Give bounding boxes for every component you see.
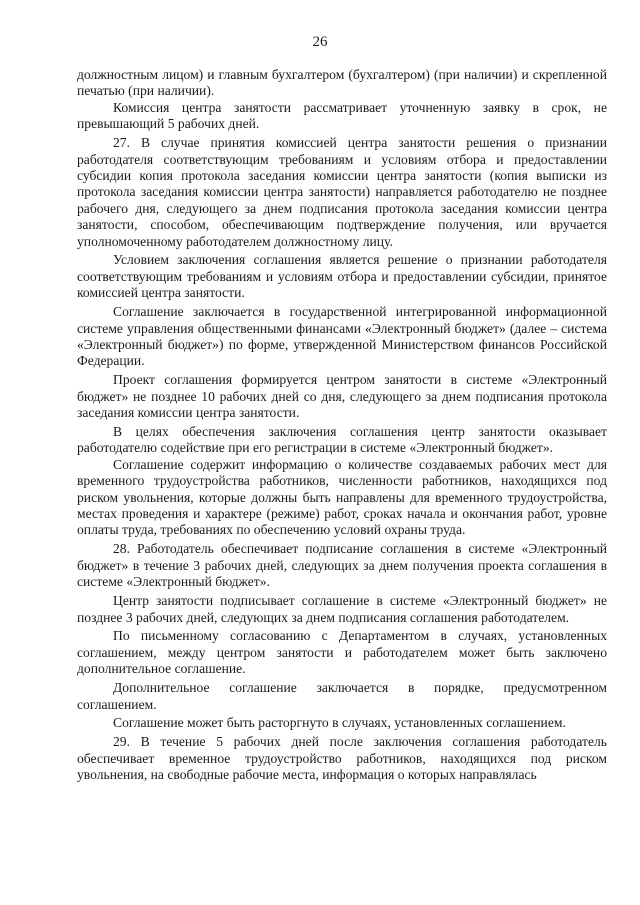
paragraph-registration-assistance: В целях обеспечения заключения соглашения центр занятости оказывает работодателю содействие при его регистрации в системе «Электронный бюджет». xyxy=(77,424,607,456)
paragraph-commission-review: Комиссия центра занятости рассматривает уточненную заявку в срок, не превышающий 5 рабочих дней. xyxy=(77,99,607,132)
paragraph-agreement-system: Соглашение заключается в государственной интегрированной информационной системе управления общественными финансами «Электронный бюджет» (далее – система «Электронный бюджет») по форме, утвержденной Министерством финансов Российской Федерации. xyxy=(77,304,607,369)
paragraph-item-29: 29. В течение 5 рабочих дней после заключения соглашения работодатель обеспечивает временное трудоустройство работников, находящихся под риском увольнения, на свободные рабочие места, информация о которых направлялась xyxy=(77,734,607,783)
paragraph-agreement-draft: Проект соглашения формируется центром занятости в системе «Электронный бюджет» не позднее 10 рабочих дней со дня, следующего за днем подписания протокола заседания комиссии центра занятости. xyxy=(77,372,607,421)
document-body xyxy=(77,67,607,784)
paragraph-additional-agreement: По письменному согласованию с Департаментом в случаях, установленных соглашением, между центром занятости и работодателем может быть заключено дополнительное соглашение. xyxy=(77,628,607,677)
paragraph-item-27: 27. В случае принятия комиссией центра занятости решения о признании работодателя соответствующим требованиям и условиям отбора и предоставлении субсидии копия протокола заседания комиссии центра занятости (копия выписки из протокола заседания комиссии центра занятости) направляется работодателю не позднее рабочего дня, следующего за днем подписания протокола заседания комиссии центра занятости, способом, обеспечивающим подтверждение получения, или вручается уполномоченному работодателем должностному лицу. xyxy=(77,135,607,249)
page-number: 26 xyxy=(312,34,328,50)
paragraph-center-signing: Центр занятости подписывает соглашение в системе «Электронный бюджет» не позднее 3 рабочих дней, следующих за днем подписания соглашения работодателем. xyxy=(77,593,607,625)
paragraph-agreement-condition: Условием заключения соглашения является решение о признании работодателя соответствующим требованиям и условиям отбора и предоставлении субсидии, принятое комиссией центра занятости. xyxy=(77,252,607,301)
paragraph-continuation: должностным лицом) и главным бухгалтером (бухгалтером) (при наличии) и скрепленной печатью (при наличии). xyxy=(77,67,607,99)
paragraph-termination: Соглашение может быть расторгнуто в случаях, установленных соглашением. xyxy=(113,715,566,731)
paragraph-additional-agreement-order: Дополнительное соглашение заключается в порядке, предусмотренном соглашением. xyxy=(77,680,607,712)
paragraph-agreement-contents: Соглашение содержит информацию о количестве создаваемых рабочих мест для временного трудоустройства работников, численности работников, находящихся под риском увольнения, которые должны быть направлены для временного трудоустройства, местах проведения и характере (режиме) работ, сроках начала и окончания работ, уровне оплаты труда, требованиях по обеспечению условий охраны труда. xyxy=(77,456,607,538)
paragraph-item-28: 28. Работодатель обеспечивает подписание соглашения в системе «Электронный бюджет» в течение 3 рабочих дней, следующих за днем получения проекта соглашения в системе «Электронный бюджет». xyxy=(77,541,607,590)
